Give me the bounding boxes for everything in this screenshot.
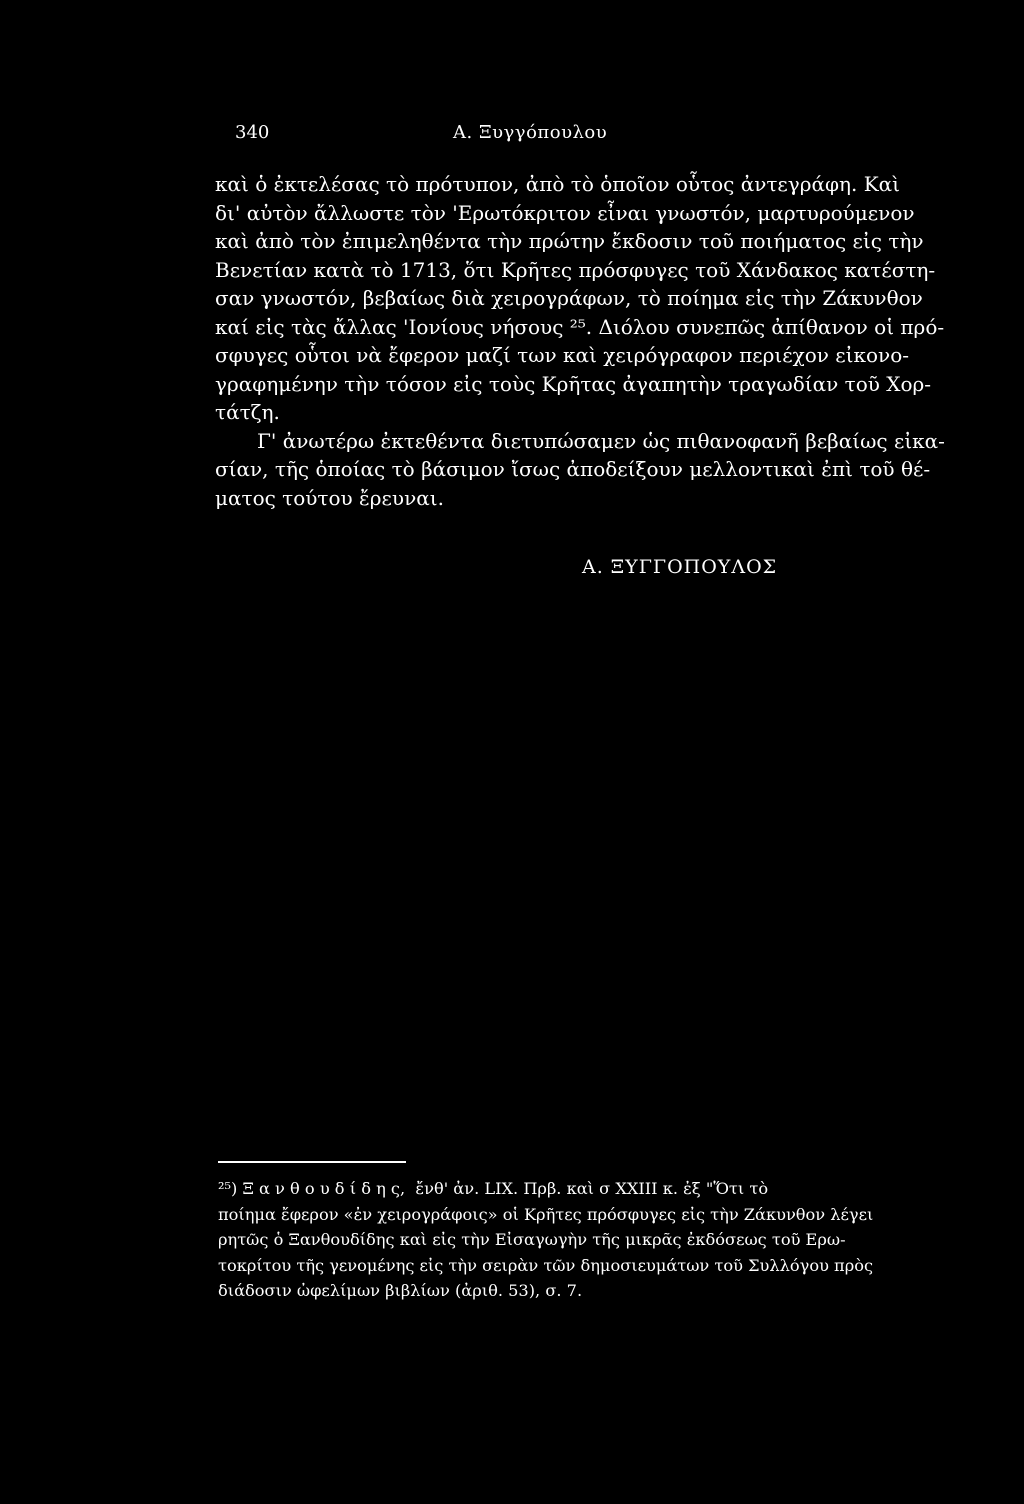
- page-number: 340: [235, 122, 270, 143]
- footnote-line: ²⁵) Ξ α ν θ ο υ δ ί δ η ς, ἔνθ' ἀν. LIX. Πρβ. καὶ σ XXIII κ. ἐξ "Ὅτι τὸ: [218, 1179, 769, 1198]
- text-line: καὶ ὁ ἐκτελέσας τὸ πρότυπον, ἀπὸ τὸ ὁποῖον οὗτος ἀντεγράφη. Καὶ: [215, 172, 900, 196]
- running-head: [235, 121, 815, 145]
- footnote-line: ρητῶς ὁ Ξανθουδίδης καὶ εἰς τὴν Εἰσαγωγὴν τῆς μικρᾶς ἐκδόσεως τοῦ Ερω-: [218, 1230, 846, 1249]
- text-line: ματος τούτου ἔρευναι.: [215, 485, 444, 510]
- footnote-line: τοκρίτου τῆς γενομένης εἰς τὴν σειρὰν τῶν δημοσιευμάτων τοῦ Συλλόγου πρὸς: [218, 1255, 874, 1275]
- paragraph-2: [215, 427, 945, 513]
- text-line: δι' αὐτὸν ἄλλωστε τὸν 'Ερωτόκριτον εἶναι γνωστόν, μαρτυρούμενον: [215, 200, 915, 225]
- paragraph-1: [215, 170, 945, 427]
- footnote-separator: [218, 1161, 406, 1163]
- text-line: Γ' ἀνωτέρω ἐκτεθέντα διετυπώσαμεν ὡς πιθανοφανῆ βεβαίως εἰκα-: [257, 428, 945, 453]
- running-title: Α. Ξυγγόπουλου: [453, 122, 608, 143]
- text-line: τάτζη.: [215, 400, 280, 424]
- text-line: καὶ ἀπὸ τὸν ἐπιμεληθέντα τὴν πρώτην ἔκδοσιν τοῦ ποιήματος εἰς τὴν: [215, 229, 924, 253]
- text-line: σαν γνωστόν, βεβαίως διὰ χειρογράφων, τὸ ποίημα εἰς τὴν Ζάκυνθον: [215, 286, 923, 310]
- text-line: καί εἰς τὰς ἄλλας 'Ιονίους νήσους ²⁵. Διόλου συνεπῶς ἀπίθανον οἱ πρό-: [215, 314, 945, 339]
- text-line: Βενετίαν κατὰ τὸ 1713, ὅτι Κρῆτες πρόσφυγες τοῦ Χάνδακος κατέστη-: [215, 257, 936, 282]
- footnote: [218, 1176, 874, 1304]
- body-text: [215, 170, 945, 512]
- text-line: σίαν, τῆς ὁποίας τὸ βάσιμον ἴσως ἀποδείξουν μελλοντικαὶ ἐπὶ τοῦ θέ-: [215, 457, 931, 481]
- author-signature: Α. ΞΥΓΓΟΠΟΥΛΟΣ: [582, 556, 778, 578]
- footnote-line: ποίημα ἔφερον «ἐν χειρογράφοις» οἱ Κρῆτες πρόσφυγες εἰς τὴν Ζάκυνθον λέγει: [218, 1204, 874, 1224]
- text-line: γραφημένην τὴν τόσον εἰς τοὺς Κρῆτας ἀγαπητὴν τραγωδίαν τοῦ Χορ-: [215, 371, 932, 396]
- text-line: σφυγες οὗτοι νὰ ἔφερον μαζί των καὶ χειρόγραφον περιέχον εἰκονο-: [215, 343, 910, 367]
- footnote-line: διάδοσιν ὠφελίμων βιβλίων (ἀριθ. 53), σ. 7.: [218, 1281, 583, 1300]
